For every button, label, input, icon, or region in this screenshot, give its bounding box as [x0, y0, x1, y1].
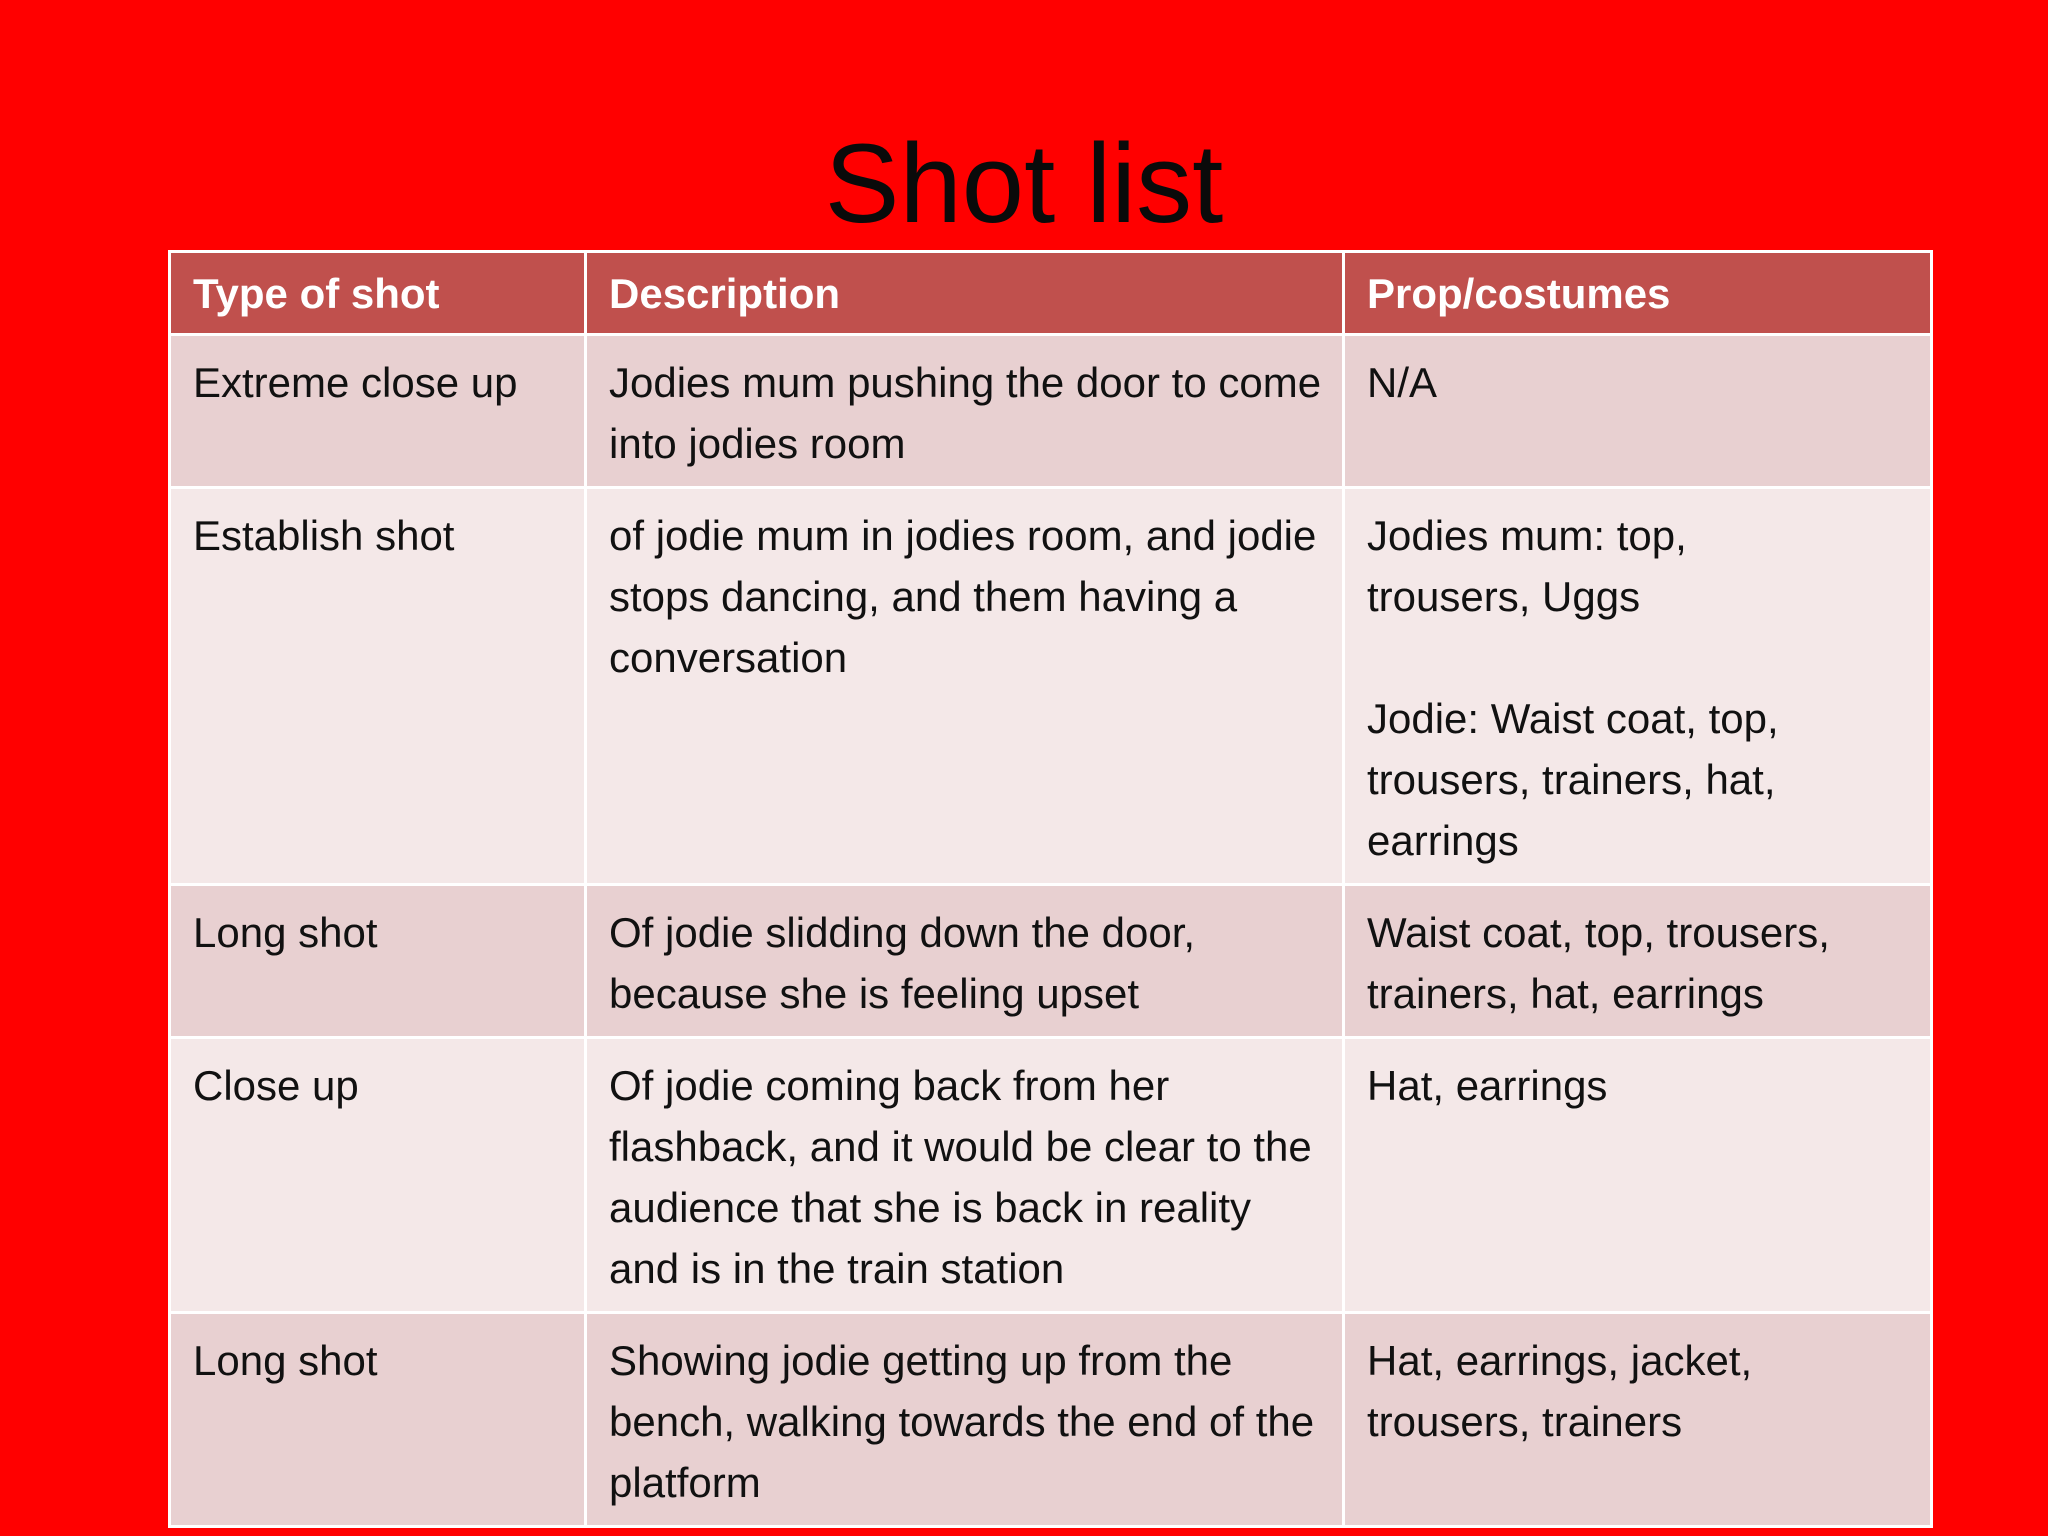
table-row	[170, 335, 1932, 488]
cell-description: Of jodie coming back from her flashback, and it would be clear to the audience that she is back in reality and is in the train station	[586, 1038, 1344, 1313]
cell-props: Hat, earrings, jacket, trousers, trainers	[1344, 1313, 1932, 1527]
header-type-of-shot: Type of shot	[170, 252, 586, 335]
table-header-row	[170, 252, 1932, 335]
cell-type-of-shot: Long shot	[170, 1313, 586, 1527]
table-row	[170, 1313, 1932, 1527]
shot-list-table	[168, 250, 1933, 1528]
cell-description: Showing jodie getting up from the bench, walking towards the end of the platform	[586, 1313, 1344, 1527]
cell-props: Hat, earrings	[1344, 1038, 1932, 1313]
cell-type-of-shot: Extreme close up	[170, 335, 586, 488]
header-description: Description	[586, 252, 1344, 335]
table-row	[170, 885, 1932, 1038]
header-prop-costumes: Prop/costumes	[1344, 252, 1932, 335]
cell-props: Waist coat, top, trousers, trainers, hat, earrings	[1344, 885, 1932, 1038]
cell-description: Of jodie slidding down the door, because she is feeling upset	[586, 885, 1344, 1038]
slide-title: Shot list	[824, 121, 1224, 246]
cell-type-of-shot: Long shot	[170, 885, 586, 1038]
table-row	[170, 1038, 1932, 1313]
cell-type-of-shot: Establish shot	[170, 488, 586, 885]
cell-props: N/A	[1344, 335, 1932, 488]
table-row	[170, 488, 1932, 885]
cell-type-of-shot: Close up	[170, 1038, 586, 1313]
cell-description: Jodies mum pushing the door to come into jodies room	[586, 335, 1344, 488]
cell-description: of jodie mum in jodies room, and jodie stops dancing, and them having a conversation	[586, 488, 1344, 885]
cell-props: Jodies mum: top, trousers, Uggs Jodie: Waist coat, top, trousers, trainers, hat, earrings	[1344, 488, 1932, 885]
